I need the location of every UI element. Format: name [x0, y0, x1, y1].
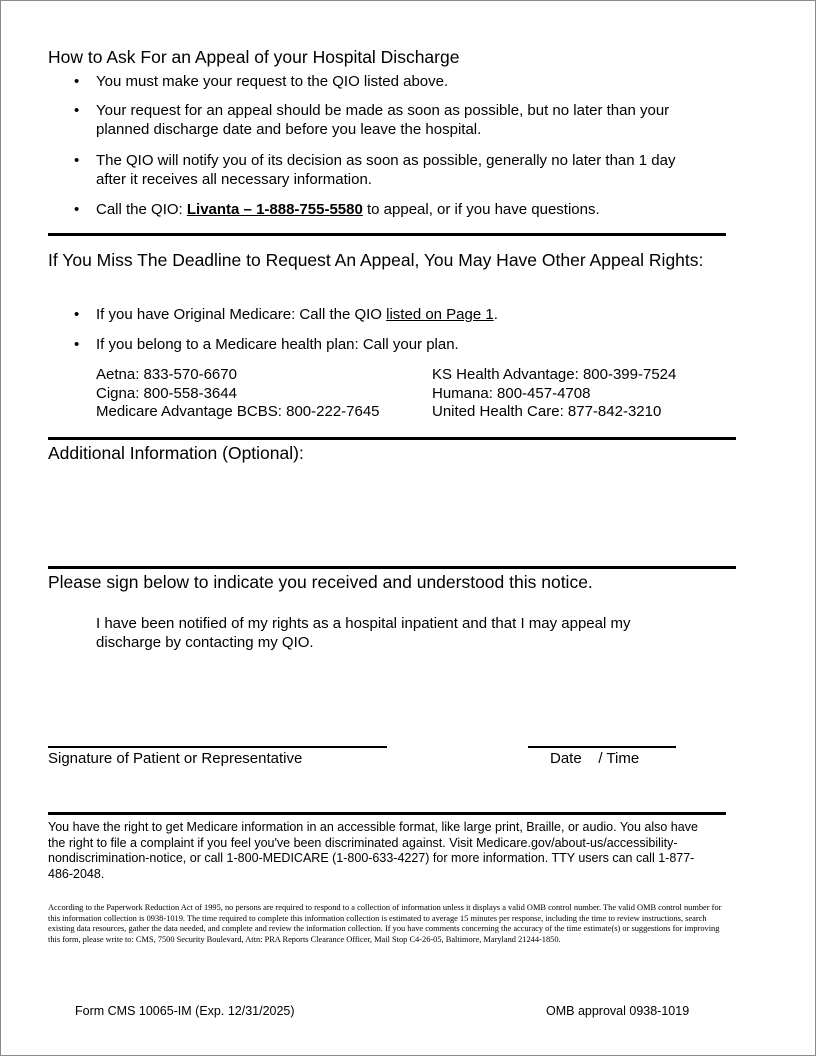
section-divider — [48, 566, 736, 569]
section-divider — [48, 812, 726, 815]
plan-list-left — [96, 366, 380, 422]
bullet-marker: • — [74, 102, 80, 119]
bullet-item: Your request for an appeal should be made as soon as possible, but no later than your planned discharge date and before you leave the hospital. — [96, 102, 670, 138]
section-divider — [48, 233, 726, 236]
plan-phone: Humana: 800-457-4708 — [432, 384, 591, 402]
bullet-marker: • — [74, 201, 80, 218]
date-time-label: Date / Time — [550, 750, 640, 767]
accessibility-notice: You have the right to get Medicare information in an accessible format, like large print, Braille, or audio. You also have the right to file a complaint if you feel you've been discriminated against. Visit Medicare.gov/about-us/accessibility-nondiscrimination-notice, or call 1-800-MEDICARE (1-800-633-4227) for more information. TTY users can call 1-877-486-2048. — [48, 820, 698, 881]
section-heading-additional-info: Additional Information (Optional): — [48, 443, 304, 463]
page-1-link[interactable]: listed on Page 1 — [386, 306, 494, 323]
bullet-marker: • — [74, 306, 80, 323]
plan-phone: KS Health Advantage: 800-399-7524 — [432, 366, 677, 383]
bullet-marker: • — [74, 152, 80, 169]
bullet-item: The QIO will notify you of its decision as soon as possible, generally no later than 1 day after it receives all necessary information. — [96, 152, 676, 188]
section-divider — [48, 437, 736, 440]
bullet-item-call-qio — [96, 200, 716, 219]
bullet-marker: • — [74, 73, 80, 90]
call-qio-suffix: to appeal, or if you have questions. — [362, 201, 600, 218]
original-medicare-suffix: . — [493, 306, 498, 323]
additional-info-field[interactable] — [48, 466, 736, 562]
section-heading-sign-below: Please sign below to indicate you received and understood this notice. — [48, 572, 593, 592]
bullet-item: You must make your request to the QIO listed above. — [96, 73, 449, 90]
plan-phone: Cigna: 800-558-3644 — [96, 384, 237, 402]
bullet-item: If you belong to a Medicare health plan: Call your plan. — [96, 336, 459, 353]
original-medicare-prefix: If you have Original Medicare: Call the QIO — [96, 306, 387, 323]
signature-line[interactable] — [48, 746, 387, 748]
section-heading-how-to-appeal: How to Ask For an Appeal of your Hospital Discharge — [48, 47, 460, 67]
plan-phone: Medicare Advantage BCBS: 800-222-7645 — [96, 403, 380, 420]
signature-label: Signature of Patient or Representative — [48, 750, 303, 767]
bullet-item-original-medicare — [96, 305, 696, 324]
paperwork-reduction-notice: According to the Paperwork Reduction Act of 1995, no persons are required to respond to a collection of information unless it displays a valid OMB control number. The valid OMB control number for this information collection is 0938-1019. The time required to complete this information collection is estimated to average 15 minutes per response, including the time to review instructions, search existing data resources, gather the data needed, and complete and review the information collection. If you have comments concerning the accuracy of the time estimate(s) or suggestions for improving this form, please write to: CMS, 7500 Security Boulevard, Attn: PRA Reports Clearance Officer, Mail Stop C4-26-05, Baltimore, Maryland 21244-1850. — [48, 903, 722, 944]
date-time-line[interactable] — [528, 746, 676, 748]
bullet-marker: • — [74, 336, 80, 353]
section-heading-missed-deadline: If You Miss The Deadline to Request An Appeal, You May Have Other Appeal Rights: — [48, 250, 704, 270]
form-id: Form CMS 10065-IM (Exp. 12/31/2025) — [75, 1004, 295, 1018]
call-qio-prefix: Call the QIO: — [96, 201, 187, 218]
plan-phone: Aetna: 833-570-6670 — [96, 366, 237, 383]
livanta-phone-link[interactable]: Livanta – 1-888-755-5580 — [186, 201, 363, 218]
plan-list-right — [432, 366, 676, 422]
acknowledgement-statement: I have been notified of my rights as a hospital inpatient and that I may appeal my discharge by contacting my QIO. — [96, 615, 631, 651]
omb-approval: OMB approval 0938-1019 — [546, 1004, 690, 1018]
plan-phone: United Health Care: 877-842-3210 — [432, 403, 662, 420]
